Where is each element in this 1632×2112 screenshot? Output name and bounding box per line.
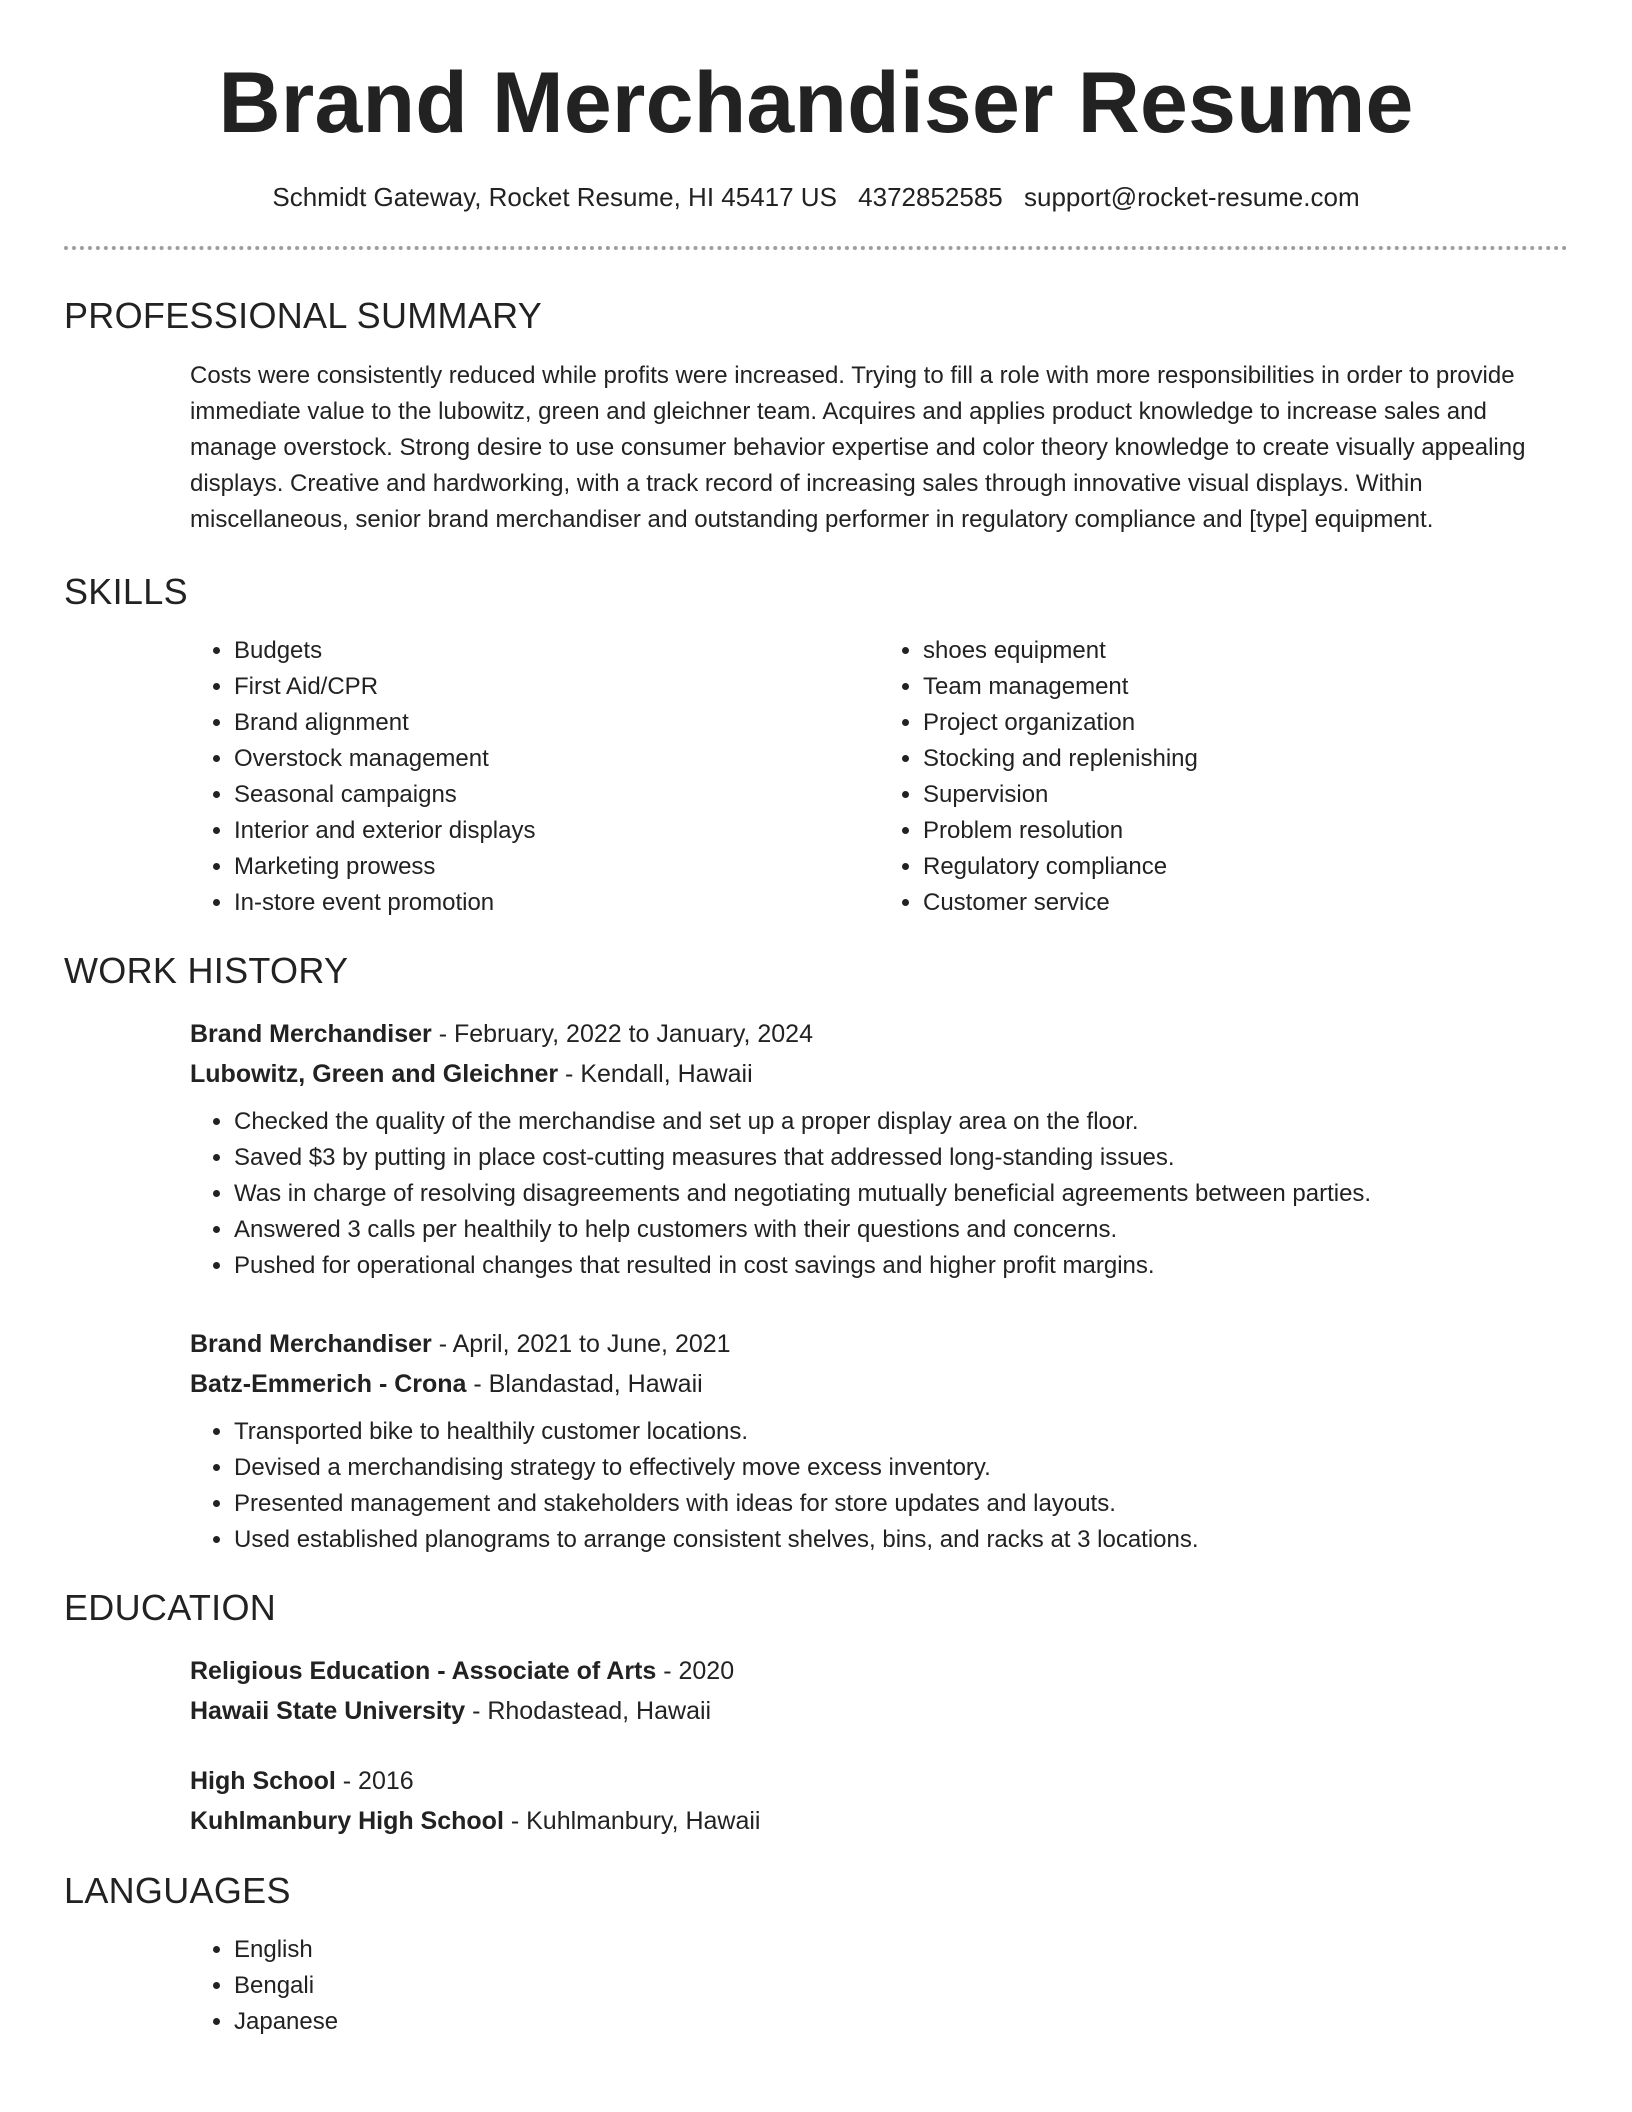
section-title-work: WORK HISTORY [64,949,349,991]
section-title-languages: LANGUAGES [64,1870,291,1912]
education-location: - Kuhlmanbury, Hawaii [503,1807,761,1836]
job-bullet: • Transported bike to healthily customer locations. [234,1414,1568,1450]
skills-section [64,570,1568,921]
job-bullet: • Checked the quality of the merchandise and set up a proper display area on the floor. [234,1104,1568,1140]
job-location: - Kendall, Hawaii [558,1059,753,1088]
job-bullet: • Devised a merchandising strategy to effectively move excess inventory. [234,1450,1568,1486]
skill-item: • Stocking and replenishing [923,741,1568,777]
job-role: Brand Merchandiser [190,1329,432,1358]
language-item: • English [234,1932,1568,1968]
languages-list [190,1932,1568,2040]
skill-item: • Marketing prowess [234,849,879,885]
skill-item: • Overstock management [234,741,879,777]
job-company-line [190,1364,1568,1404]
skill-item: • Customer service [923,885,1568,921]
education-entry [190,1651,1568,1731]
job-bullet: • Was in charge of resolving disagreements and negotiating mutually beneficial agreements between parties. [234,1176,1568,1212]
professional-summary-section [64,294,1568,537]
job-company: Lubowitz, Green and Gleichner [190,1059,559,1088]
job-location: - Blandastad, Hawaii [466,1369,703,1398]
education-degree-line [190,1651,1568,1691]
contact-email: support@rocket-resume.com [1024,181,1360,212]
job-entry [190,1014,1568,1284]
job-dates: - February, 2022 to January, 2024 [431,1019,813,1048]
skill-item: • Seasonal campaigns [234,777,879,813]
job-title-line [190,1324,1568,1364]
job-bullet: • Presented management and stakeholders with ideas for store updates and layouts. [234,1486,1568,1522]
summary-text: Costs were consistently reduced while profits were increased. Trying to fill a role with more responsibilities in order to provide immediate value to the lubowitz, green and gleichner team. Acquires and applies product knowledge to increase sales and manage overstock. Strong desire to use consumer behavior expertise and color theory knowledge to create visually appealing displays. Creative and hardworking, with a track record of increasing sales through innovative visual displays. Within miscellaneous, senior brand merchandiser and outstanding performer in regulatory compliance and [type] equipment. [190,361,1526,533]
job-company: Batz-Emmerich - Crona [190,1369,467,1398]
education-school: Hawaii State University [190,1697,466,1726]
skill-item: • Regulatory compliance [923,849,1568,885]
skill-item: • Brand alignment [234,705,879,741]
section-title-education: EDUCATION [64,1586,277,1628]
education-school: Kuhlmanbury High School [190,1807,504,1836]
contact-address: Schmidt Gateway, Rocket Resume, HI 45417 US [272,181,837,212]
job-title-line [190,1014,1568,1054]
resume-header [64,0,1568,250]
skill-item: • Supervision [923,777,1568,813]
job-dates: - April, 2021 to June, 2021 [431,1329,731,1358]
education-degree: High School [190,1767,336,1796]
languages-section [64,1869,1568,2040]
contact-phone: 4372852585 [858,181,1003,212]
skill-item: • Problem resolution [923,813,1568,849]
education-entry [190,1761,1568,1841]
language-item: • Japanese [234,2004,1568,2040]
education-degree: Religious Education - Associate of Arts [190,1657,657,1686]
job-company-line [190,1054,1568,1094]
education-section [64,1586,1568,1841]
work-history-section [64,949,1568,1558]
job-entry [190,1324,1568,1558]
skill-item: • shoes equipment [923,633,1568,669]
job-bullets [190,1104,1568,1284]
job-bullet: • Saved $3 by putting in place cost-cutting measures that addressed long-standing issues. [234,1140,1568,1176]
education-school-line [190,1801,1568,1841]
job-bullet: • Pushed for operational changes that resulted in cost savings and higher profit margins. [234,1248,1568,1284]
skill-item: • Interior and exterior displays [234,813,879,849]
job-bullets [190,1414,1568,1558]
skill-item: • Budgets [234,633,879,669]
job-bullet: • Answered 3 calls per healthily to help customers with their questions and concerns. [234,1212,1568,1248]
education-year: - 2020 [656,1657,735,1686]
skill-item: • First Aid/CPR [234,669,879,705]
job-role: Brand Merchandiser [190,1019,432,1048]
education-school-line [190,1691,1568,1731]
skill-item: • Team management [923,669,1568,705]
skill-item: • Project organization [923,705,1568,741]
header-divider [64,246,1568,250]
education-location: - Rhodastead, Hawaii [465,1697,712,1726]
education-degree-line [190,1761,1568,1801]
education-year: - 2016 [335,1767,414,1796]
contact-info [64,181,1568,215]
skills-list-right [879,633,1568,921]
skills-list-left [190,633,879,921]
job-bullet: • Used established planograms to arrange consistent shelves, bins, and racks at 3 locations. [234,1522,1568,1558]
language-item: • Bengali [234,1968,1568,2004]
resume-title: Brand Merchandiser Resume [218,55,1414,151]
skill-item: • In-store event promotion [234,885,879,921]
section-title-summary: PROFESSIONAL SUMMARY [64,295,543,337]
section-title-skills: SKILLS [64,570,188,612]
